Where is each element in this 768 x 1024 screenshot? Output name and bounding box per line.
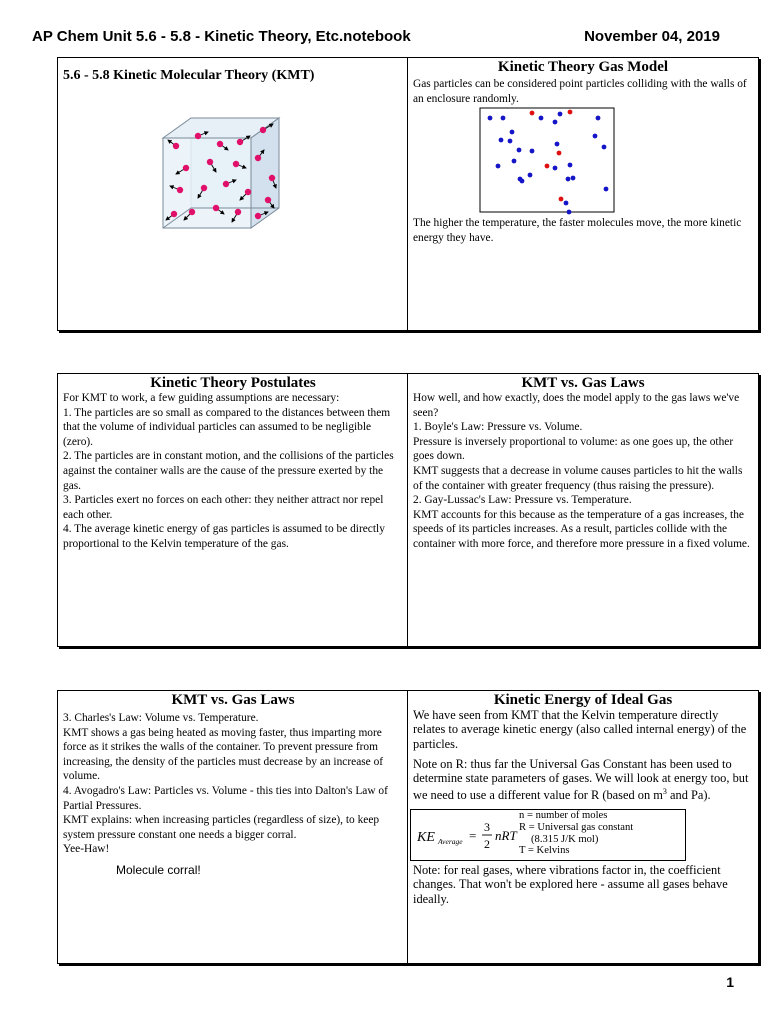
particle-blue	[596, 116, 601, 121]
slide-title: Kinetic Theory Gas Model	[497, 59, 669, 75]
text-line: 3. Particles exert no forces on each other: they neither attract nor repel each other.	[63, 494, 384, 521]
slide-title: KMT vs. Gas Laws	[171, 692, 295, 708]
particle-blue	[555, 142, 560, 147]
molecule-dot	[183, 165, 189, 171]
notebook-title: AP Chem Unit 5.6 - 5.8 - Kinetic Theory, Etc.notebook	[32, 28, 411, 45]
particle-blue	[528, 173, 533, 178]
particle-red	[545, 164, 550, 169]
molecule-dot	[177, 187, 183, 193]
particle-blue	[499, 138, 504, 143]
legend-line: T = Kelvins	[519, 845, 570, 857]
molecule-dot	[245, 189, 251, 195]
particle-blue	[604, 187, 609, 192]
ke-paragraph-1: We have seen from KMT that the Kelvin temperature directly relates to average kinetic energy (also called internal energy) of the particles.	[413, 708, 747, 751]
particle-red	[559, 197, 564, 202]
molecule-dot	[213, 205, 219, 211]
legend-line: (8.315 J/K mol)	[531, 833, 599, 845]
particle-blue	[571, 176, 576, 181]
particle-blue	[530, 149, 535, 154]
molecule-dot	[255, 155, 261, 161]
slide-title: Kinetic Energy of Ideal Gas	[493, 692, 673, 708]
slide-gas-laws-2	[57, 690, 409, 964]
text-line: 1. Boyle's Law: Pressure vs. Volume.	[413, 421, 583, 434]
ke-denominator: 2	[484, 836, 490, 851]
molecule-dot	[171, 211, 177, 217]
particle-blue	[520, 179, 525, 184]
molecule-dot	[195, 133, 201, 139]
particle-blue	[496, 164, 501, 169]
text-line: KMT shows a gas being heated as moving faster, thus imparting more force as it strikes the walls of the container. To prevent pressure from increasing, the density of the particles must decrease by an increase of volume.	[63, 726, 384, 783]
particle-blue	[512, 159, 517, 164]
particle-blue	[566, 177, 571, 182]
text-line: Pressure is inversely proportional to volume: as one goes up, the other goes down.	[413, 435, 734, 463]
notebook-date: November 04, 2019	[584, 28, 720, 45]
ke-formula-box	[410, 809, 686, 861]
molecule-dot	[207, 159, 213, 165]
ke-symbol: KE	[417, 829, 435, 845]
particle-red	[557, 151, 562, 156]
text-line: 3. Charles's Law: Volume vs. Temperature.	[63, 712, 259, 724]
slide-gas-laws-1	[407, 373, 759, 647]
slide-title: Kinetic Theory Postulates	[150, 375, 316, 391]
text-line: KMT explains: when increasing particles (regardless of size), to keep system pressure constant one needs a bigger corral.	[63, 814, 380, 841]
particle-red	[530, 111, 535, 116]
ke-legend	[519, 810, 633, 857]
legend-line: n = number of moles	[519, 809, 608, 821]
text-line: KMT accounts for this because as the temperature of a gas increases, the speeds of its particles increases. As a result, particles collide with the container with more force, and therefore more pressure in a fixed volume.	[413, 508, 750, 550]
text-line: 2. Gay-Lussac's Law: Pressure vs. Temperature.	[413, 494, 632, 507]
slide-kmt-title	[57, 57, 409, 331]
particle-blue	[508, 139, 513, 144]
particle-blue	[558, 112, 563, 117]
ke-subscript: Average	[438, 836, 463, 846]
slide-intro: Gas particles can be considered point particles colliding with the walls of an enclosure randomly.	[413, 78, 747, 105]
ke-paragraph-3: Note: for real gases, where vibrations factor in, the coefficient changes. That won't be explored here - assume all gases behave ideally.	[413, 862, 728, 906]
text-line: 4. Avogadro's Law: Particles vs. Volume - this ties into Dalton's Law of Partial Pressures.	[63, 784, 388, 812]
molecule-dot	[189, 209, 195, 215]
molecule-dot	[255, 213, 261, 219]
legend-line: R = Universal gas constant	[519, 821, 634, 833]
text-line: 4. The average kinetic energy of gas particles is assumed to be directly proportional to the Kelvin temperature of the gas.	[63, 523, 385, 550]
molecule-dot	[217, 141, 223, 147]
page-number: 1	[726, 974, 734, 990]
particle-blue	[539, 116, 544, 121]
molecule-dot	[237, 139, 243, 145]
text-line: 1. The particles are so small as compared to the distances between them that the volume of individual particles can assumed to be negligible (zero).	[63, 406, 391, 448]
molecule-dot	[173, 143, 179, 149]
ke-numerator: 3	[484, 819, 490, 834]
text-line: KMT suggests that a decrease in volume causes particles to hit the walls of the container with greater frequency (thus raising the pressure).	[413, 464, 743, 492]
molecule-dot	[269, 175, 275, 181]
particle-blue	[501, 116, 506, 121]
gas-cube-illustration	[58, 96, 409, 246]
slide-gas-model	[407, 57, 759, 331]
particle-blue	[593, 134, 598, 139]
text-line: 2. The particles are in constant motion, and the collisions of the particles against the container walls are the cause of the pressure exerted by the gas.	[63, 450, 394, 492]
molecule-dot	[260, 127, 266, 133]
particle-blue	[553, 166, 558, 171]
ke-equals: =	[469, 827, 477, 843]
molecule-dot	[223, 181, 229, 187]
particle-blue	[567, 210, 572, 215]
particle-blue	[553, 120, 558, 125]
text-line: For KMT to work, a few guiding assumptions are necessary:	[63, 392, 340, 404]
particle-blue	[568, 163, 573, 168]
text-line: How well, and how exactly, does the model apply to the gas laws we've seen?	[413, 392, 740, 419]
ke-equation	[417, 818, 529, 852]
molecule-dot	[201, 185, 207, 191]
gas-laws-text	[58, 711, 408, 857]
slide-title: KMT vs. Gas Laws	[521, 375, 645, 391]
text-line: Yee-Haw!	[63, 843, 110, 856]
gas-laws-text	[408, 391, 758, 552]
particle-blue	[510, 130, 515, 135]
slide-postulates	[57, 373, 409, 647]
molecule-dot	[233, 161, 239, 167]
slide-kinetic-energy	[407, 690, 759, 964]
particle-enclosure	[408, 106, 759, 216]
particle-blue	[488, 116, 493, 121]
ke-paragraph-2: Note on R: thus far the Universal Gas Constant has been used to determine state parameters of gases. We will look at energy too, but we need to use a different value for R (based on $m^3$ and Pa).	[413, 756, 749, 803]
slide-outro: The higher the temperature, the faster molecules move, the more kinetic energy they have.	[413, 217, 742, 244]
slide-title: 5.6 - 5.8 Kinetic Molecular Theory (KMT)	[63, 68, 315, 83]
particle-red	[568, 110, 573, 115]
corral-caption: Molecule corral!	[116, 862, 201, 877]
particle-blue	[564, 201, 569, 206]
postulates-text	[58, 391, 408, 552]
molecule-dot	[235, 209, 241, 215]
molecule-dot	[265, 197, 271, 203]
particle-blue	[602, 145, 607, 150]
particle-blue	[517, 148, 522, 153]
ke-nrt: nRT	[495, 827, 517, 843]
